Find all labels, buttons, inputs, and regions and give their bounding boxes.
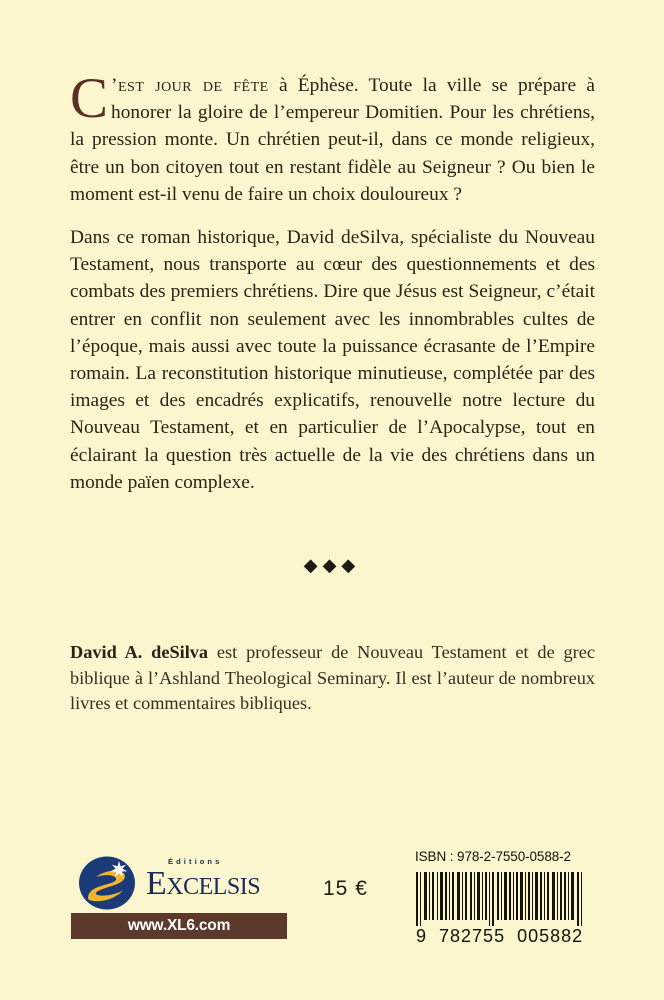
publisher-website-bar[interactable] (71, 913, 287, 939)
price-label: 15 € (323, 877, 368, 900)
author-bio (70, 640, 595, 717)
barcode-digits: 9 782755 005882 (416, 925, 584, 946)
blurb-paragraph-1-text: à Éphèse. Toute la ville se prépare à honorer la gloire de l’empereur Domitien. Pour les chrétiens, la pression monte. Un chrétien peut-il, dans ce monde religieux, être un bon citoyen tout en restant fidèle au Seigneur ? Ou bien le moment est-il venu de faire un choix douloureux ? (70, 75, 595, 205)
drop-cap-letter: C (70, 67, 109, 130)
blurb-paragraph-1 (70, 67, 595, 208)
publisher-logo (78, 855, 288, 913)
publisher-wordmark (146, 858, 291, 901)
excelsis-logo-icon (78, 855, 136, 911)
barcode-block (413, 845, 591, 945)
blurb-paragraph-2: Dans ce roman historique, David deSilva, spécialiste du Nouveau Testament, nous transporte au cœur des questionnements et des combats des premiers chrétiens. Dire que Jésus est Seigneur, c’était entrer en conflit non seulement avec les innombrables cultes de l’époque, mais aussi avec toute la puissance écrasante de l’Empire romain. La reconstitution historique minutieuse, complétée par des images et des encadrés explicatifs, renouvelle notre lecture du Nouveau Testament, et en particulier de l’Apocalypse, tout en éclairant la question très actuelle de la vie des chrétiens dans un monde païen complexe. (70, 227, 595, 493)
blurb-text-block (70, 67, 595, 507)
diamond-ornament-divider: ◆◆◆ (303, 555, 361, 575)
author-name: David A. deSilva (70, 642, 209, 662)
lead-small-caps: ’est jour de fête (111, 75, 269, 96)
cover-footer (0, 845, 664, 955)
ean13-barcode-icon (413, 872, 587, 926)
author-bio-text: est professeur de Nouveau Testament et de grec biblique à l’Ashland Theological Seminary. Il est l’auteur de nombreux livres et commentaires bibliques. (70, 642, 595, 713)
publisher-name: Excelsis (146, 864, 261, 902)
publisher-website-label: www.XL6.com (127, 917, 231, 934)
publisher-editions-label: Éditions (168, 857, 223, 866)
isbn-label: ISBN : 978-2-7550-0588-2 (415, 849, 571, 864)
